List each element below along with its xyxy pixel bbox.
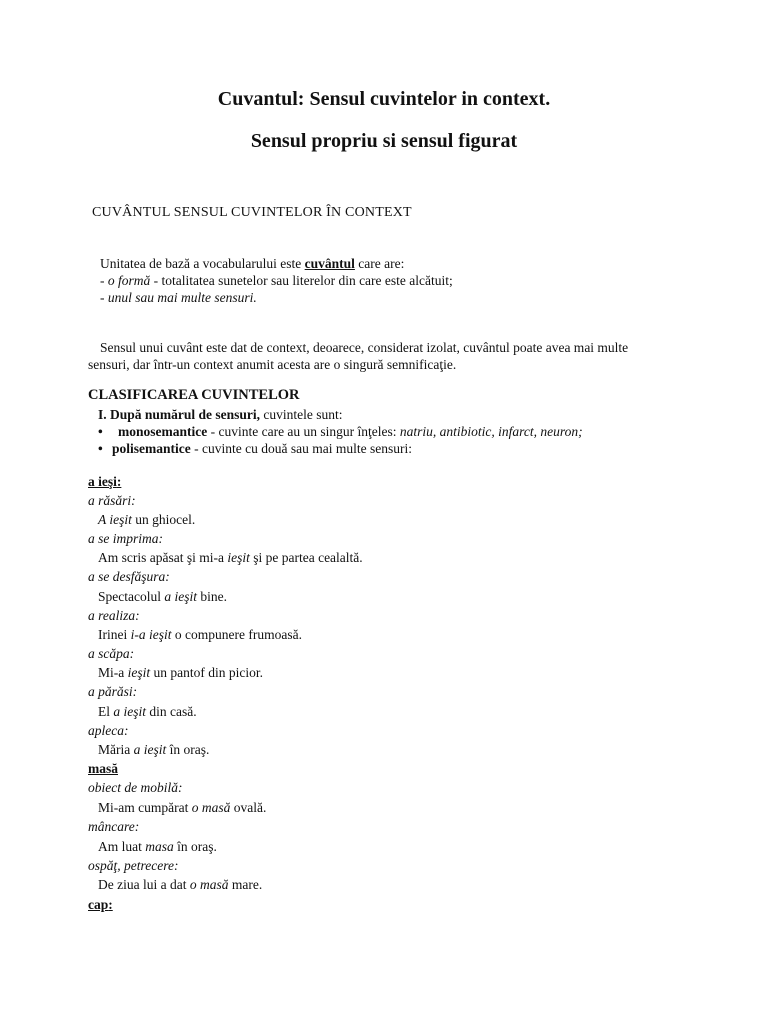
entry-word: a ieşi — [88, 474, 117, 489]
dash: - — [100, 273, 108, 288]
example-sentence — [88, 665, 263, 681]
example-highlight: ieşit — [227, 550, 250, 565]
example-text: Irinei — [98, 627, 131, 642]
example-sentence — [88, 742, 209, 758]
example-highlight: a ieşit — [133, 742, 167, 757]
monosemantice-definition: - cuvinte care au un singur înţeles: — [207, 424, 400, 439]
sense-label: obiect de mobilă: — [88, 780, 183, 795]
title-line-2: Sensul propriu si sensul figurat — [250, 130, 518, 152]
example-text: mare. — [228, 877, 263, 892]
polisemantice-definition: - cuvinte cu două sau mai multe sensuri: — [190, 441, 412, 456]
intro-text-end: care are: — [354, 256, 405, 271]
sense-label: a realiza: — [88, 608, 140, 623]
example-sentence — [88, 800, 266, 816]
sense-label: a răsări: — [88, 493, 136, 508]
example-text: Spectacolul — [98, 589, 165, 604]
example-text: şi pe partea cealaltă. — [249, 550, 363, 565]
bullet-icon: • — [98, 441, 103, 456]
example-text: bine. — [196, 589, 227, 604]
sense-label: apleca: — [88, 723, 129, 738]
example-text: un pantof din picior. — [150, 665, 263, 680]
subheading-bold: I. După numărul de sensuri, — [98, 407, 261, 422]
example-sentence — [88, 839, 217, 855]
bullet-polisemantice — [98, 439, 412, 458]
subheading-rest: cuvintele sunt: — [260, 407, 343, 422]
sense-label: a se imprima: — [88, 531, 163, 546]
section-heading: CUVÂNTUL SENSUL CUVINTELOR ÎN CONTEXT — [92, 205, 412, 220]
example-text: în oraş. — [166, 742, 210, 757]
context-paragraph-line-1: Sensul unui cuvânt este dat de context, deoarece, considerat izolat, cuvântul poate avea mai multe — [100, 340, 629, 355]
intro-text: Unitatea de bază a vocabularului este — [100, 256, 305, 271]
sense-label: a scăpa: — [88, 646, 135, 661]
example-sentence — [88, 589, 227, 605]
entry-word: cap — [88, 897, 109, 912]
sense-label: ospăţ, petrecere: — [88, 858, 179, 873]
entry-head-cap — [88, 897, 113, 913]
example-sentence — [88, 512, 195, 528]
example-text: Mi-am cumpărat — [98, 800, 192, 815]
example-highlight: A ieşit — [98, 512, 132, 527]
form-definition: - totalitatea sunetelor sau literelor din care este alcătuit; — [150, 273, 453, 288]
example-sentence — [88, 704, 197, 720]
example-highlight: o masă — [191, 800, 231, 815]
term-polisemantice: polisemantice — [112, 441, 191, 456]
classification-heading: CLASIFICAREA CUVINTELOR — [88, 387, 300, 403]
example-highlight: a ieşit — [113, 704, 146, 719]
example-text: din casă. — [146, 704, 197, 719]
sense-label: a părăsi: — [88, 684, 138, 699]
sense-label: a se desfăşura: — [88, 569, 170, 584]
example-text: Mi-a — [98, 665, 128, 680]
entry-head-a-iesi — [88, 474, 121, 490]
example-text: El — [98, 704, 114, 719]
form-term: o formă — [107, 273, 151, 288]
bullet-icon: • — [98, 424, 103, 439]
intro-keyword: cuvântul — [304, 256, 355, 271]
entry-colon: : — [108, 897, 113, 912]
example-sentence — [88, 550, 363, 566]
example-highlight: a ieşit — [164, 589, 197, 604]
example-highlight: ieşit — [127, 665, 151, 680]
title-line-1: Cuvantul: Sensul cuvintelor in context. — [217, 88, 551, 110]
example-text: De ziua lui a dat — [98, 877, 190, 892]
example-highlight: masa — [145, 839, 174, 854]
context-paragraph-line-2: sensuri, dar într-un context anumit acesta are o singură semnificaţie. — [88, 357, 457, 372]
term-monosemantice: monosemantice — [118, 424, 208, 439]
example-highlight: o masă — [189, 877, 229, 892]
example-sentence — [88, 627, 302, 643]
example-text: în oraş. — [173, 839, 217, 854]
example-text: o compunere frumoasă. — [171, 627, 302, 642]
example-text: un ghiocel. — [131, 512, 196, 527]
example-text: Am luat — [98, 839, 146, 854]
example-sentence — [88, 877, 262, 893]
example-text: Măria — [98, 742, 134, 757]
entry-head-masa: masă — [88, 761, 118, 776]
example-text: ovală. — [230, 800, 267, 815]
entry-colon: : — [116, 474, 122, 489]
monosemantice-examples: natriu, antibiotic, infarct, neuron; — [399, 424, 583, 439]
sense-label: mâncare: — [88, 819, 140, 834]
example-highlight: i-a ieşit — [130, 627, 172, 642]
example-text: Am scris apăsat şi mi-a — [98, 550, 228, 565]
intro-item-senses: - unul sau mai multe sensuri. — [100, 290, 257, 305]
